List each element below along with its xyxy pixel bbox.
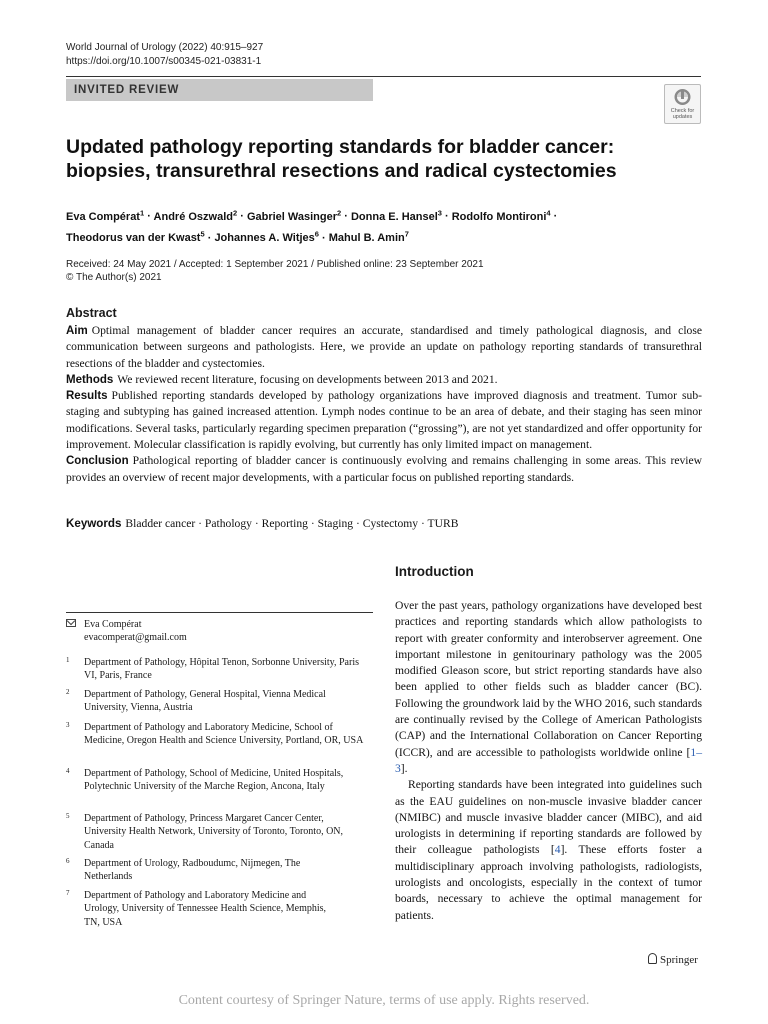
crossmark-label-2: updates [672, 114, 693, 120]
affiliation-item: 7 Department of Pathology and Laboratory Medicine and Urology, University of Tennessee Health Science, Memphis, TN, USA [66, 889, 327, 928]
keywords-list: Bladder cancer · Pathology · Reporting · Staging · Cystectomy · TURB [125, 517, 459, 530]
crossmark-label-1: Check for [670, 108, 695, 114]
contact-name: Eva Compérat [84, 619, 142, 630]
author[interactable]: Rodolfo Montironi$^4$ [451, 208, 551, 223]
publication-dates [66, 258, 484, 284]
abstract-aim: Aim Optimal management of bladder cancer requires an accurate, standardised and timely pathological diagnosis, and close communication between surgeons and pathologists. Here, we provide an update on pathology reporting standards of transurethral resections of the bladder and cystectomies. [66, 324, 702, 370]
author[interactable]: André Oszwald$^2$ [153, 208, 238, 223]
check-for-updates-icon [665, 87, 700, 109]
intro-paragraph: Reporting standards have been integrated into guidelines such as the EAU guidelines on non-muscle invasive bladder cancer (NMIBC) and muscle invasive bladder cancer (MIBC), and aid urologists in determining if reporting standards are followed by their colleague pathologists [4]. These efforts foster a multidisciplinary approach involving pathologists, radiologists, urologists and oncologists, especially in the context of tumor boards, necessary to achieve the optimal management for patients. [395, 778, 702, 922]
header-divider [66, 76, 701, 77]
check-for-updates-button[interactable] [664, 84, 701, 124]
intro-paragraph: Over the past years, pathology organizations have developed best practices and reporting standards which allow pathologists to report with greater conformity and interobserver agreement. One important milestone in genitourinary pathology was the 2005 modified Gleason score, but strict reporting standards have also been applied to other fields such as bladder cancer (BC). Following the groundwork laid by the WHO 2016, such standards are continually revised by the College of American Pathologists (CAP) and the International Collaboration on Cancer Reporting (ICCR), and are accessible to pathologists worldwide online [1–3]. [395, 599, 702, 775]
affiliation-item: 6 Department of Urology, Radboudumc, Nijmegen, The Netherlands [66, 857, 301, 883]
author[interactable]: Theodorus van der Kwast$^5$ [66, 229, 205, 245]
affiliation-item: 5 Department of Pathology, Princess Margaret Cancer Center, University Health Network, University of Toronto, Toronto, ON, Canada [66, 812, 344, 851]
corresponding-author [66, 618, 187, 644]
abstract-methods: Methods We reviewed recent literature, focusing on developments between 2013 and 2021. [66, 372, 498, 386]
citation-link[interactable]: 1–3 [395, 745, 702, 775]
abstract-conclusion: Conclusion Pathological reporting of bladder cancer is continuously evolving and remains challenging in some areas. This review provides an overview of recent major developments, with a particular focus on published reporting standards. [66, 454, 702, 484]
copyright-line: © The Author(s) 2021 [66, 272, 162, 283]
affiliation-item: 1 Department of Pathology, Hôpital Tenon, Sorbonne University, Paris VI, Paris, France [66, 656, 359, 682]
author-list: Eva Compérat$^1$ · André Oszwald$^2$ · Gabriel Wasinger$^2$ · Donna E. Hansel$^3$ · Rodolfo Montironi$^4$ · Theodorus van der Kwast$^5$ · Johannes A. Witjes$^6$ · Mahul B. Amin$^7$ [66, 208, 558, 245]
envelope-icon [66, 619, 76, 627]
author[interactable]: Johannes A. Witjes$^6$ [214, 229, 319, 245]
article-title: Updated pathology reporting standards for bladder cancer: biopsies, transurethral resections and radical cystectomies [66, 136, 617, 182]
introduction-body [395, 598, 702, 924]
copyright-footer: Content courtesy of Springer Nature, terms of use apply. Rights reserved. [178, 993, 590, 1008]
author[interactable]: Eva Compérat$^1$ [66, 208, 145, 223]
journal-citation: World Journal of Urology (2022) 40:915–927 [66, 42, 264, 53]
history-dates: Received: 24 May 2021 / Accepted: 1 September 2021 / Published online: 23 September 2021 [66, 259, 484, 270]
contact-email[interactable]: evacomperat@gmail.com [84, 632, 187, 643]
author[interactable]: Gabriel Wasinger$^2$ [246, 208, 342, 223]
springer-horse-icon [648, 953, 657, 964]
affiliation-divider [66, 612, 373, 613]
author[interactable]: Mahul B. Amin$^7$ [328, 229, 409, 245]
keywords-label: Keywords [66, 517, 122, 530]
doi-link[interactable]: https://doi.org/10.1007/s00345-021-03831-1 [66, 56, 262, 67]
author[interactable]: Donna E. Hansel$^3$ [350, 208, 442, 223]
affiliation-item: 4 Department of Pathology, School of Medicine, United Hospitals, Polytechnic University of the Marche Region, Ancona, Italy [66, 767, 344, 793]
publisher-logo [648, 953, 698, 966]
abstract-heading: Abstract [66, 306, 117, 320]
citation-link[interactable]: 4 [554, 843, 561, 857]
article-type-banner: INVITED REVIEW [66, 79, 373, 101]
affiliation-item: 2 Department of Pathology, General Hospital, Vienna Medical University, Vienna, Austria [66, 688, 326, 714]
keywords [66, 517, 458, 530]
introduction-heading: Introduction [395, 564, 474, 579]
publisher-name: Springer [660, 954, 698, 966]
abstract-body [66, 323, 702, 486]
affiliation-item: 3 Department of Pathology and Laboratory Medicine, School of Medicine, Oregon Health and Science University, Portland, OR, USA [66, 721, 364, 747]
abstract-results: Results Published reporting standards developed by pathology organizations have improved diagnosis and treatment. Tumor sub-staging and subtyping has gained increased attention. Lymph nodes continue to be an area of debate, and their staging has seen minor modifications. Several tasks, particularly regarding specimen preparation (“grossing”), are not yet standardized and offer opportunity for improvement. Molecular classification is rapidly evolving, but currently has only limited impact on management. [66, 389, 702, 452]
